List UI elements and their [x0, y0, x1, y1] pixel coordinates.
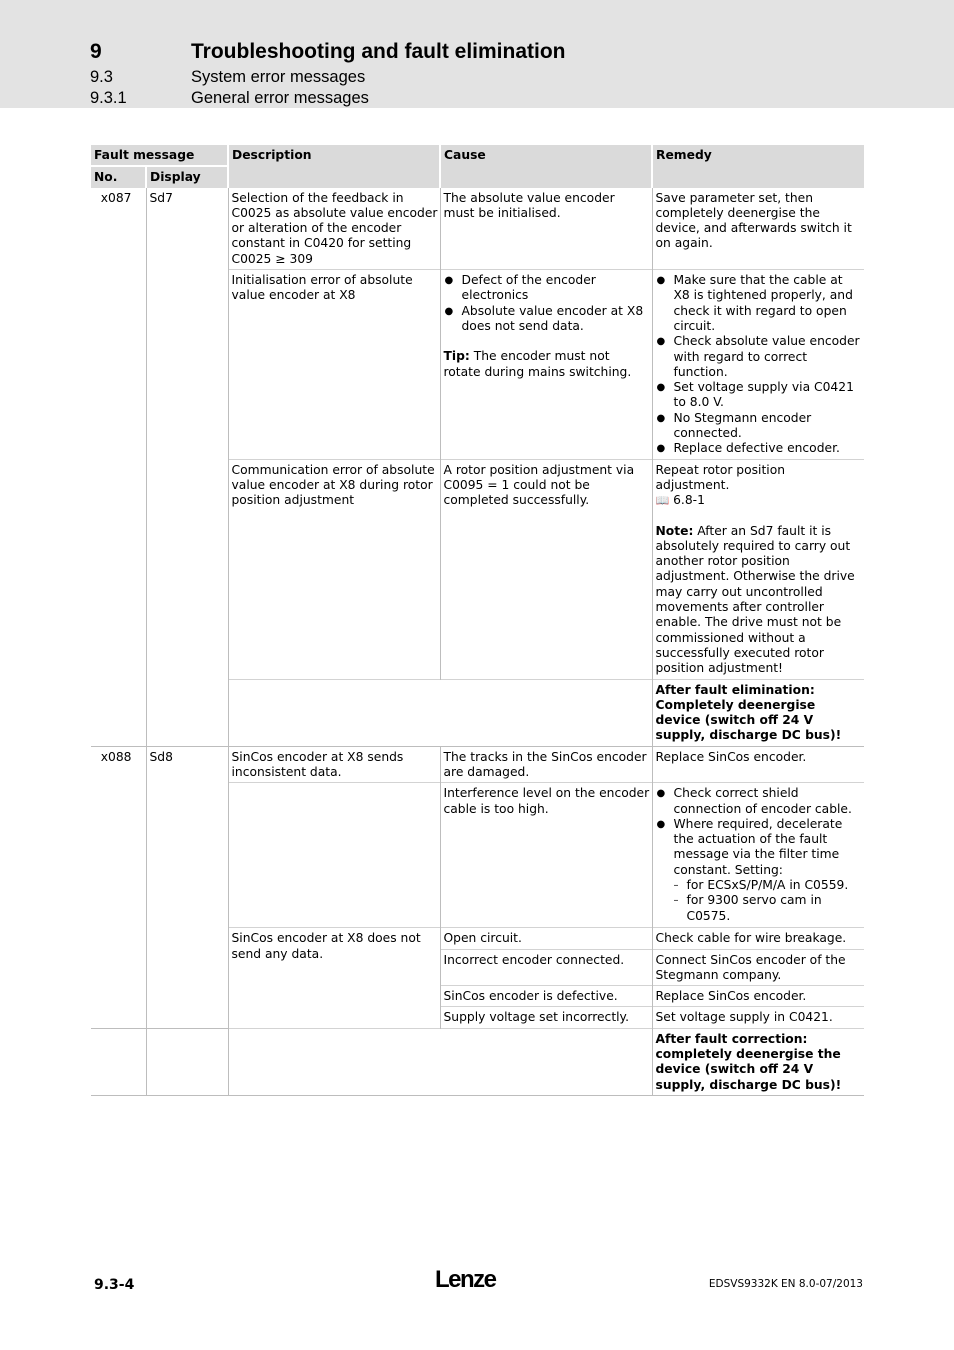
list-item: ● Make sure that the cable at X8 is tightened properly, and check it with regard to open circuit.	[656, 273, 863, 334]
remedy-cell	[652, 783, 864, 928]
remedy-cell	[652, 270, 864, 460]
page-number: 9.3-4	[94, 1277, 135, 1293]
after-fault-note: After fault elimination: Completely deenergise device (switch off 24 V supply, discharge DC bus)!	[652, 679, 864, 746]
cause-cell: The absolute value encoder must be initialised.	[440, 188, 652, 270]
fault-table	[91, 145, 864, 1096]
cause-cell: Interference level on the encoder cable is too high.	[440, 783, 652, 928]
cross-reference: 📖 6.8-1	[655, 493, 705, 508]
subsection-title: General error messages	[191, 89, 369, 107]
remedy-cell: Save parameter set, then completely deenergise the device, and afterwards switch it on again.	[652, 188, 864, 270]
table-row	[91, 1028, 864, 1095]
cause-list	[444, 273, 650, 334]
chapter-title: Troubleshooting and fault elimination	[191, 40, 566, 63]
col-cause: Cause	[440, 145, 652, 188]
remedy-cell: Check cable for wire breakage.	[652, 928, 864, 949]
description-cell: Initialisation error of absolute value encoder at X8	[228, 270, 440, 460]
fault-number: x087	[100, 190, 132, 205]
chapter-number: 9	[90, 40, 102, 63]
remedy-cell: Connect SinCos encoder of the Stegmann company.	[652, 949, 864, 986]
tip-label: Tip:	[443, 349, 470, 364]
description-cell: SinCos encoder at X8 sends inconsistent data.	[228, 746, 440, 783]
col-no: No.	[91, 166, 146, 187]
list-item: ● Replace defective encoder.	[656, 441, 863, 456]
cause-cell: SinCos encoder is defective.	[440, 986, 652, 1007]
cause-cell: Incorrect encoder connected.	[440, 949, 652, 986]
cause-cell: A rotor position adjustment via C0095 = 1 could not be completed successfully.	[440, 459, 652, 679]
tip-text: Tip: The encoder must not rotate during mains switching.	[443, 349, 632, 379]
after-fault-note: After fault correction: completely deenergise the device (switch off 24 V supply, discharge DC bus)!	[652, 1028, 864, 1095]
section-number: 9.3	[90, 68, 113, 86]
table-row	[91, 188, 864, 270]
list-item: ● Defect of the encoder electronics	[444, 273, 650, 304]
document-id: EDSVS9332K EN 8.0-07/2013	[708, 1278, 863, 1290]
note-label: Note:	[655, 523, 694, 538]
remedy-list	[656, 273, 863, 457]
remedy-cell: Replace SinCos encoder.	[652, 746, 864, 783]
description-cell: Selection of the feedback in C0025 as absolute value encoder or alteration of the encoder constant in C0420 for setting C0025 ≥ 309	[228, 188, 440, 270]
list-item: – for ECSxS/P/M/A in C0559.	[674, 878, 863, 893]
remedy-cell: Repeat rotor position adjustment. 📖 6.8-1 Note: After an Sd7 fault it is absolutely required to carry out another rotor position adjustment. Otherwise the drive may carry out uncontrolled movements after controller enable. The drive must not be commissioned without a successfully executed rotor position adjustment!	[652, 459, 864, 679]
table-header-row	[91, 145, 864, 166]
cause-cell: Supply voltage set incorrectly.	[440, 1007, 652, 1028]
list-item: ● Where required, decelerate the actuation of the fault message via the filter time constant. Setting: – for ECSxS/P/M/A in C0559. – for 9300 servo cam in C0575.	[656, 817, 863, 924]
note-text: Note: After an Sd7 fault it is absolutely required to carry out another rotor position adjustment. Otherwise the drive may carry out uncontrolled movements after controller enable. The drive must not be commissioned without a successfully executed rotor position adjustment!	[655, 523, 855, 676]
description-cell: Communication error of absolute value encoder at X8 during rotor position adjustment	[228, 459, 440, 679]
col-display: Display	[146, 166, 228, 187]
cause-cell	[440, 270, 652, 460]
fault-display: Sd7	[146, 188, 228, 747]
fault-display: Sd8	[146, 746, 228, 1028]
section-title: System error messages	[191, 68, 366, 86]
col-description: Description	[228, 145, 440, 188]
remedy-cell: Replace SinCos encoder.	[652, 986, 864, 1007]
list-item: – for 9300 servo cam in C0575.	[674, 893, 863, 924]
col-fault-message: Fault message	[91, 145, 228, 166]
lenze-logo: Lenze	[435, 1266, 496, 1293]
book-icon: 📖	[655, 494, 670, 508]
cause-cell: Open circuit.	[440, 928, 652, 949]
list-item: ● Set voltage supply via C0421 to 8.0 V.	[656, 380, 863, 411]
table-row	[91, 746, 864, 783]
fault-number: x088	[91, 746, 146, 1028]
list-item: ● No Stegmann encoder connected.	[656, 411, 863, 442]
col-remedy: Remedy	[652, 145, 864, 188]
list-item: ● Absolute value encoder at X8 does not send data.	[444, 304, 650, 335]
remedy-cell: Set voltage supply in C0421.	[652, 1007, 864, 1028]
remedy-sublist	[674, 878, 863, 924]
remedy-list	[656, 786, 863, 924]
list-item: ● Check correct shield connection of encoder cable.	[656, 786, 863, 817]
subsection-number: 9.3.1	[90, 89, 127, 107]
list-item: ● Check absolute value encoder with regard to correct function.	[656, 334, 863, 380]
description-cell: SinCos encoder at X8 does not send any data.	[228, 928, 440, 1028]
cause-cell: The tracks in the SinCos encoder are damaged.	[440, 746, 652, 783]
page-header	[0, 0, 954, 108]
